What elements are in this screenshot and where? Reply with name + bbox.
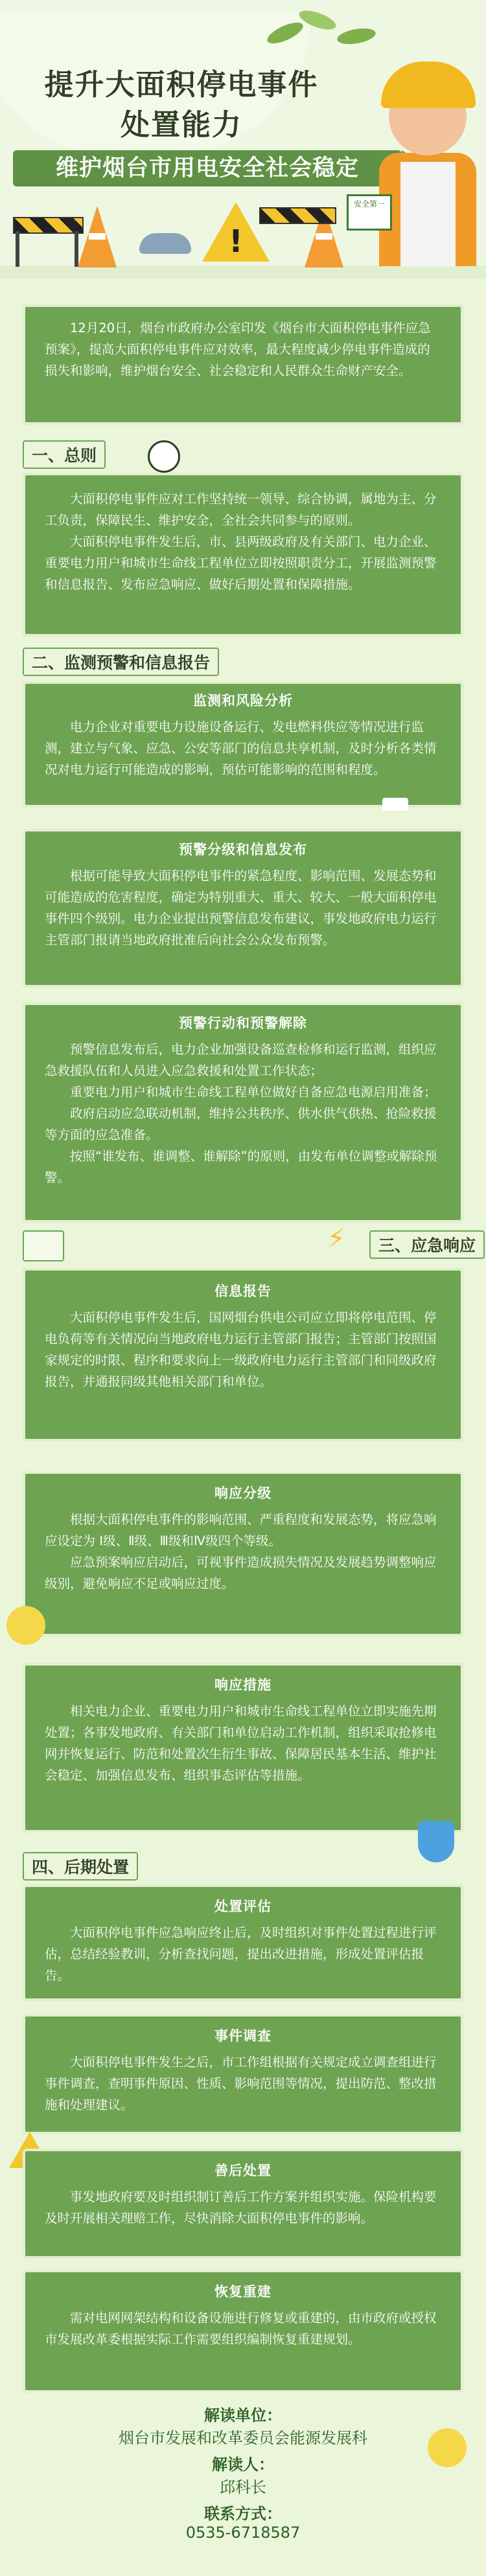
block-paragraph: 根据可能导致大面积停电事件的紧急程度、影响范围、发展态势和可能造成的危害程度，确定为特别重大、重大、较大、一般大面积停电事件四个级别。电力企业提出预警信息发布建议，事发地政府电力运行主管部门报请当地政府批准后向社会公众发布预警。 [45,868,437,947]
footer [0,2402,486,2576]
subtitle-banner: 维护烟台市用电安全社会稳定 [13,150,402,186]
exclamation-icon: ! [229,223,243,260]
unit-label: 解读单位： [204,2406,282,2424]
shield-icon [418,1821,454,1862]
response-level-card [23,1471,463,1636]
warning-level-card [23,829,463,988]
block-title: 预警行动和预警解除 [179,1015,307,1031]
block-paragraph: 按照“谁发布、谁调整、谁解除”的原则，由发布单位调整或解除预警。 [45,1149,437,1185]
block-paragraph: 根据大面积停电事件的影响范围、严重程度和发展态势，将应急响应设定为 Ⅰ级、Ⅱ级、Ⅲ级和Ⅳ级四个等级。 [45,1512,437,1548]
reconstruction-card [23,2270,463,2393]
block-paragraph: 事发地政府要及时组织制订善后工作方案并组织实施。保险机构要及时开展相关理赔工作，尽快消除大面积停电事件的影响。 [45,2189,437,2226]
hard-hat-icon [381,62,476,108]
block-title: 响应措施 [214,1677,272,1693]
megaphone-icon [148,440,180,473]
section-4-label: 四、后期处置 [23,1852,138,1881]
block-title: 信息报告 [214,1283,272,1299]
block-paragraph: 需对电网网架结构和设备设施进行修复或重建的，由市政府或授权市发展改革委根据实际工作需要组织编制恢复重建规划。 [45,2310,437,2347]
barrier-leg [16,231,19,267]
section-2-label: 二、监测预警和信息报告 [23,648,219,676]
block-paragraph: 政府启动应急联动机制，维持公共秩序、供水供气供热、抢险救援等方面的应急准备。 [45,1106,437,1142]
block-paragraph: 大面积停电事件发生之后，市工作组根据有关规定成立调查组进行事件调查，查明事件原因、性质、影响范围等情况，提出防范、整改措施和处理建议。 [45,2055,437,2112]
aftermath-card [23,2149,463,2259]
section-1-label: 一、总则 [23,440,106,469]
section-1-paragraph: 大面积停电事件发生后，市、县两级政府及有关部门、电力企业、重要电力用户和城市生命线工程单位立即按照职责分工，开展监测预警和信息报告、发布应急响应、做好后期处置和保障措施。 [45,534,437,592]
info-report-card [23,1268,463,1441]
evaluation-card [23,1884,463,2001]
section-1-paragraph: 大面积停电事件应对工作坚持统一领导、综合协调，属地为主、分工负责，保障民生、维护安全，全社会共同参与的原则。 [45,491,437,528]
block-paragraph: 电力企业对重要电力设施设备运行、发电燃料供应等情况进行监测，建立与气象、应急、公安等部门的信息共享机制，及时分析各类情况对电力运行可能造成的影响，预估可能影响的范围和程度。 [45,719,437,777]
contact-label: 联系方式： [204,2505,282,2523]
notepad-icon [23,1230,64,1261]
block-title: 善后处置 [214,2163,272,2178]
block-paragraph: 相关电力企业、重要电力用户和城市生命线工程单位立即实施先期处置；各事发地政府、有关部门和单位启动工作机制，组织采取抢修电网并恢复运行、防范和处置次生衍生事故、保障居民基本生活、维护社会稳定、加强信息发布、组织事态评估等措施。 [45,1704,437,1783]
monitoring-card [23,681,463,808]
contact-value: 0535-6718587 [185,2524,301,2542]
warning-action-card [23,1002,463,1223]
block-paragraph: 预警信息发布后，电力企业加强设备巡查检修和运行监测，组织应急救援队伍和人员进入应急救援和处置工作状态； [45,1042,437,1078]
person-label: 解读人： [212,2456,274,2474]
unit-value: 烟台市发展和改革委员会能源发展科 [119,2429,367,2447]
response-measures-card [23,1663,463,1833]
block-paragraph: 大面积停电事件应急响应终止后，及时组织对事件处置过程进行评估，总结经验教训，分析查找问题，提出改进措施，形成处置评估报告。 [45,1925,437,1983]
road-barrier [13,217,84,234]
page-title [26,65,337,145]
title-line-1: 提升大面积停电事件 [44,67,319,102]
person-value: 邱科长 [220,2478,266,2496]
section-1-card [23,473,463,637]
block-title: 监测和风险分析 [193,693,293,708]
block-title: 响应分级 [214,1486,272,1501]
block-title: 处置评估 [214,1899,272,1914]
cone-stripe [89,233,106,240]
block-title: 预警分级和信息发布 [179,842,307,857]
section-3-label: 三、应急响应 [369,1230,485,1259]
safety-badge: 安全第一 [347,194,392,231]
block-title: 恢复重建 [214,2284,272,2299]
intro-text: 12月20日，烟台市政府办公室印发《烟台市大面积停电事件应急预案》，提高大面积停电事件应对效率，最大程度减少停电事件造成的损失和影响，维护烟台安全、社会稳定和人民群众生命财产安全。 [45,321,431,378]
leaf-decoration [336,26,377,47]
hero-header [0,0,486,278]
ground [0,266,486,278]
plug-icon [382,798,408,811]
cone-stripe [316,233,332,240]
block-paragraph: 应急预案响应启动后，可视事件造成损失情况及发展趋势调整响应级别，避免响应不足或响应过度。 [45,1555,437,1591]
worker-vest [400,162,456,266]
light-bulb-icon [428,2428,467,2467]
block-paragraph: 重要电力用户和城市生命线工程单位做好自备应急电源启用准备； [70,1085,437,1100]
investigation-card [23,2014,463,2134]
block-title: 事件调查 [214,2028,272,2044]
block-paragraph: 大面积停电事件发生后，国网烟台供电公司应立即将停电范围、停电负荷等有关情况向当地政府电力运行主管部门报告；主管部门按照国家规定的时限、程序和要求向上一级政府电力运行主管部门和同级政府报告，并通报同级其他相关部门和单位。 [45,1310,437,1389]
lightning-icon: ⚡ [327,1224,346,1254]
intro-card [23,304,463,425]
road-barrier [259,207,336,224]
light-bulb-icon [6,1606,45,1645]
lamp-icon [139,233,191,254]
title-line-2: 处置能力 [120,107,242,142]
